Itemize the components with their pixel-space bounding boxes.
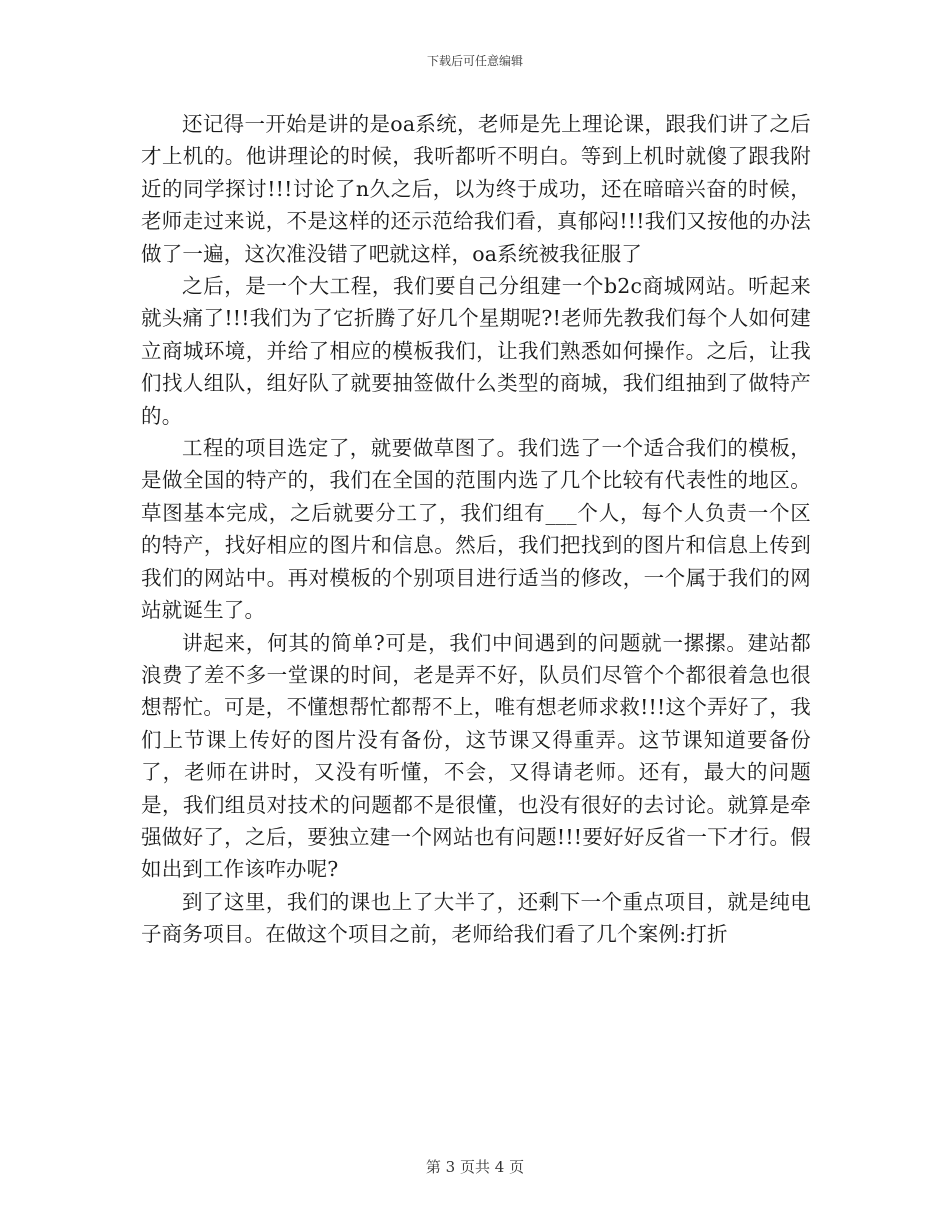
paragraph-4: 讲起来，何其的简单?可是，我们中间遇到的问题就一摞摞。建站都浪费了差不多一堂课的时间，老是弄不好，队员们尽管个个都很着急也很想帮忙。可是，不懂想帮忙都帮不上，唯有想老师求救!!!这个弄好了，我们上节课上传好的图片没有备份，这节课又得重弄。这节课知道要备份了，老师在讲时，又没有听懂，不会，又得请老师。还有，最大的问题是，我们组员对技术的问题都不是很懂，也没有很好的去讨论。就算是牵强做好了，之后，要独立建一个网站也有问题!!!要好好反省一下才行。假如出到工作该咋办呢? <box>141 630 811 882</box>
paragraph-5: 到了这里，我们的课也上了大半了，还剩下一个重点项目，就是纯电子商务项目。在做这个项目之前，老师给我们看了几个案例:打折 <box>141 889 811 947</box>
paragraph-1: 还记得一开始是讲的是oa系统，老师是先上理论课，跟我们讲了之后才上机的。他讲理论的时候，我听都听不明白。等到上机时就傻了跟我附近的同学探讨!!!讨论了n久之后，以为终于成功，还在暗暗兴奋的时候，老师走过来说，不是这样的还示范给我们看，真郁闷!!!我们又按他的办法做了一遍，这次准没错了吧就这样，oa系统被我征服了 <box>141 112 811 266</box>
page-footer: 第 3 页共 4 页 <box>425 1158 525 1176</box>
page-header: 下载后可任意编辑 <box>426 54 523 68</box>
paragraph-3: 工程的项目选定了，就要做草图了。我们选了一个适合我们的模板，是做全国的特产的，我们在全国的范围内选了几个比较有代表性的地区。草图基本完成，之后就要分工了，我们组有___个人，每个人负责一个区的特产，找好相应的图片和信息。然后，我们把找到的图片和信息上传到我们的网站中。再对模板的个别项目进行适当的修改，一个属于我们的网站就诞生了。 <box>141 436 811 623</box>
document-body <box>141 108 811 951</box>
paragraph-2: 之后，是一个大工程，我们要自己分组建一个b2c商城网站。听起来就头痛了!!!我们为了它折腾了好几个星期呢?!老师先教我们每个人如何建立商城环境，并给了相应的模板我们，让我们熟悉如何操作。之后，让我们找人组队，组好队了就要抽签做什么类型的商城，我们组抽到了做特产的。 <box>141 274 811 428</box>
